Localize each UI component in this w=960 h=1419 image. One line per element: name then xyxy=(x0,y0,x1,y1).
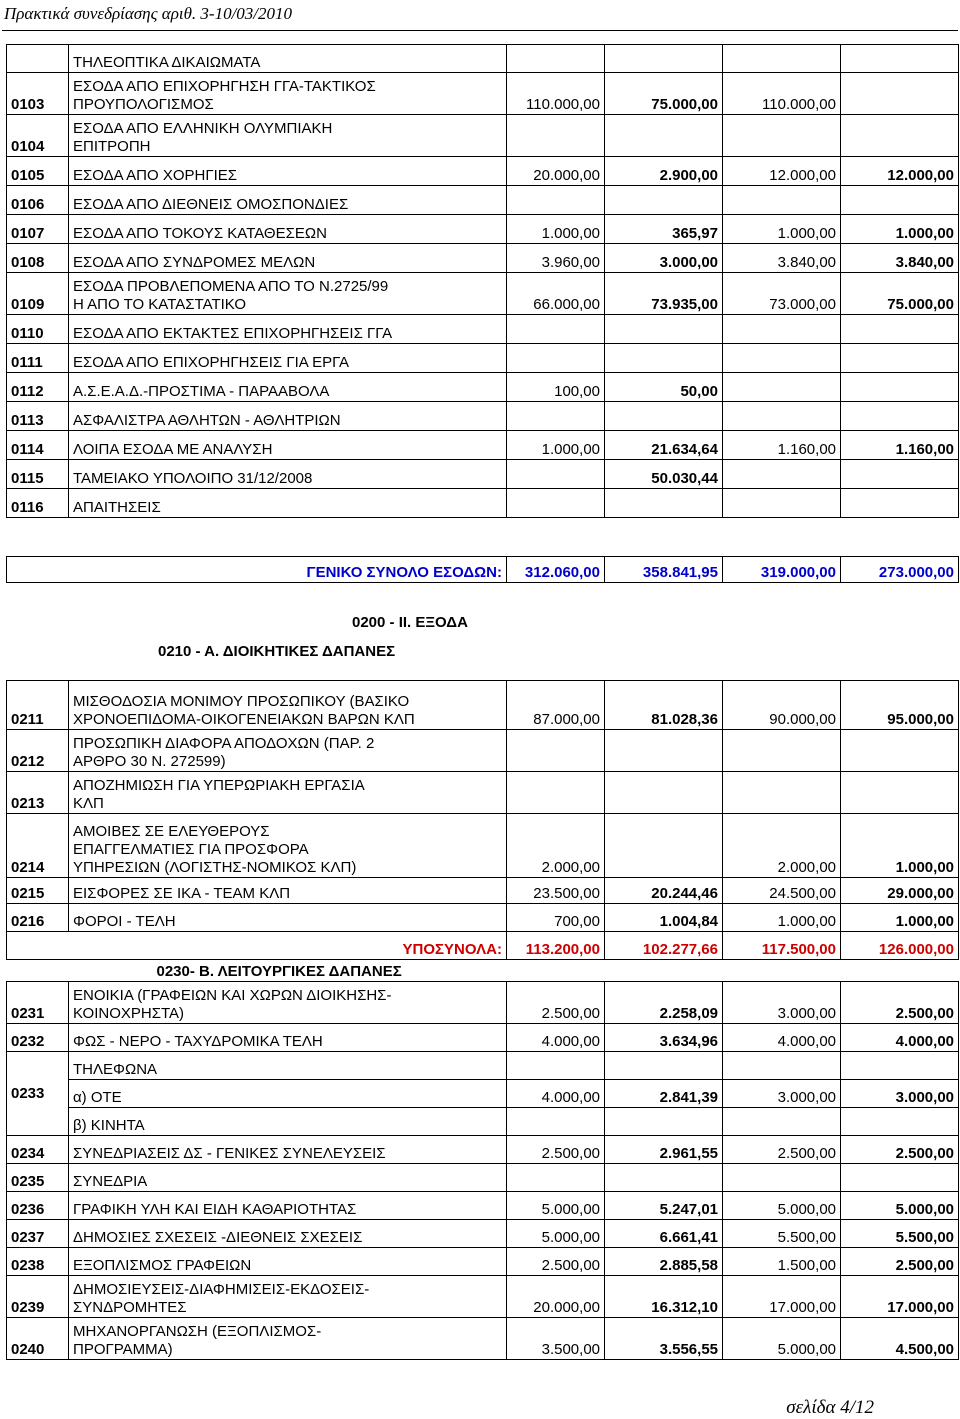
admin-v1: 23.500,00 xyxy=(507,878,605,904)
revenue-v1: 100,00 xyxy=(507,373,605,402)
section-operating-title: 0230- Β. ΛΕΙΤΟΥΡΓΙΚΕΣ ΔΑΠΑΝΕΣ xyxy=(156,963,402,980)
revenue-description-line: ΕΠΙΤΡΟΠΗ xyxy=(73,138,151,155)
operating-v2: 3.556,55 xyxy=(605,1318,723,1360)
operating-code: 0235 xyxy=(7,1164,69,1192)
revenue-v2 xyxy=(605,315,723,344)
admin-subtotal-v1: 113.200,00 xyxy=(507,932,605,960)
operating-code: 0236 xyxy=(7,1192,69,1220)
revenue-description-line: Α.Σ.Ε.Α.Δ.-ΠΡΟΣΤΙΜΑ - ΠΑΡΑΑΒΟΛΑ xyxy=(73,383,330,400)
operating-description-line: ΔΗΜΟΣΙΕΥΣΕΙΣ-ΔΙΑΦΗΜΙΣΕΙΣ-ΕΚΔΟΣΕΙΣ- xyxy=(73,1281,370,1298)
revenue-v1: 1.000,00 xyxy=(507,431,605,460)
revenue-code: 0113 xyxy=(7,402,69,431)
operating-v4: 5.500,00 xyxy=(841,1220,959,1248)
revenue-description-line: ΕΣΟΔΑ ΑΠΟ ΔΙΕΘΝΕΙΣ ΟΜΟΣΠΟΝΔΙΕΣ xyxy=(73,196,349,213)
revenue-row xyxy=(7,157,959,186)
revenue-v3: 1.000,00 xyxy=(723,215,841,244)
revenue-row xyxy=(7,45,959,73)
operating-v3: 1.500,00 xyxy=(723,1248,841,1276)
admin-description xyxy=(69,814,507,878)
admin-v1: 87.000,00 xyxy=(507,681,605,730)
revenue-v4: 75.000,00 xyxy=(841,273,959,315)
admin-code: 0214 xyxy=(7,814,69,878)
operating-row xyxy=(7,982,959,1024)
revenue-v3 xyxy=(723,115,841,157)
revenue-row xyxy=(7,373,959,402)
revenue-v4 xyxy=(841,373,959,402)
operating-v4: 5.000,00 xyxy=(841,1192,959,1220)
revenue-v1: 3.960,00 xyxy=(507,244,605,273)
operating-v3: 17.000,00 xyxy=(723,1276,841,1318)
operating-description-line: ΕΞΟΠΛΙΣΜΟΣ ΓΡΑΦΕΙΩΝ xyxy=(73,1257,252,1274)
operating-v1: 5.000,00 xyxy=(507,1220,605,1248)
admin-code: 0211 xyxy=(7,681,69,730)
revenue-total-v4: 273.000,00 xyxy=(841,557,959,583)
revenue-row xyxy=(7,186,959,215)
operating-description xyxy=(69,1318,507,1360)
operating-row xyxy=(7,1136,959,1164)
phone-mobile-empty xyxy=(507,1108,605,1136)
revenue-total-row xyxy=(7,557,959,583)
operating-v4: 2.500,00 xyxy=(841,1136,959,1164)
revenue-description xyxy=(69,186,507,215)
admin-code: 0216 xyxy=(7,904,69,932)
operating-code: 0231 xyxy=(7,982,69,1024)
admin-v2: 1.004,84 xyxy=(605,904,723,932)
operating-code: 0234 xyxy=(7,1136,69,1164)
revenue-v1 xyxy=(507,402,605,431)
operating-description-line: ΜΗΧΑΝΟΡΓΑΝΩΣΗ (ΕΞΟΠΛΙΣΜΟΣ- xyxy=(73,1323,322,1340)
phone-code: 0233 xyxy=(7,1052,69,1136)
admin-v4 xyxy=(841,730,959,772)
admin-subtotal-v4: 126.000,00 xyxy=(841,932,959,960)
revenue-description xyxy=(69,373,507,402)
revenue-row xyxy=(7,315,959,344)
admin-row xyxy=(7,878,959,904)
operating-v2: 2.258,09 xyxy=(605,982,723,1024)
admin-code: 0212 xyxy=(7,730,69,772)
revenue-v1 xyxy=(507,186,605,215)
revenue-v2: 2.900,00 xyxy=(605,157,723,186)
revenue-v1: 20.000,00 xyxy=(507,157,605,186)
revenue-v3: 1.160,00 xyxy=(723,431,841,460)
revenue-description-line: ΕΣΟΔΑ ΑΠΟ ΣΥΝΔΡΟΜΕΣ ΜΕΛΩΝ xyxy=(73,254,316,271)
admin-v3: 90.000,00 xyxy=(723,681,841,730)
revenue-v1: 110.000,00 xyxy=(507,73,605,115)
operating-row xyxy=(7,1276,959,1318)
section-admin-title: 0210 - Α. ΔΙΟΙΚΗΤΙΚΕΣ ΔΑΠΑΝΕΣ xyxy=(158,643,396,660)
revenue-table xyxy=(6,44,959,518)
revenue-total-v3: 319.000,00 xyxy=(723,557,841,583)
operating-v1 xyxy=(507,1164,605,1192)
admin-description-line: ΥΠΗΡΕΣΙΩΝ (ΛΟΓΙΣΤΗΣ-ΝΟΜΙΚΟΣ ΚΛΠ) xyxy=(73,859,357,876)
revenue-code: 0105 xyxy=(7,157,69,186)
revenue-row xyxy=(7,244,959,273)
revenue-row xyxy=(7,73,959,115)
admin-description-line: ΕΙΣΦΟΡΕΣ ΣΕ ΙΚΑ - ΤΕΑΜ ΚΛΠ xyxy=(73,885,291,902)
operating-row xyxy=(7,1024,959,1052)
revenue-description-line: Η ΑΠΟ ΤΟ ΚΑΤΑΣΤΑΤΙΚΟ xyxy=(73,296,247,313)
phone-empty xyxy=(841,1052,959,1080)
revenue-description xyxy=(69,489,507,518)
revenue-code: 0112 xyxy=(7,373,69,402)
revenue-v4: 1.160,00 xyxy=(841,431,959,460)
revenue-v3: 3.840,00 xyxy=(723,244,841,273)
operating-description-line: ΣΥΝΔΡΟΜΗΤΕΣ xyxy=(73,1299,187,1316)
phone-row xyxy=(7,1108,959,1136)
admin-subtotal-row xyxy=(7,932,959,960)
revenue-v3 xyxy=(723,402,841,431)
operating-v4: 2.500,00 xyxy=(841,1248,959,1276)
phone-ote-v1: 4.000,00 xyxy=(507,1080,605,1108)
revenue-v3 xyxy=(723,315,841,344)
revenue-v4 xyxy=(841,402,959,431)
revenue-description xyxy=(69,157,507,186)
revenue-row xyxy=(7,489,959,518)
revenue-description xyxy=(69,315,507,344)
revenue-row xyxy=(7,460,959,489)
revenue-row xyxy=(7,431,959,460)
revenue-description xyxy=(69,460,507,489)
admin-v2: 20.244,46 xyxy=(605,878,723,904)
revenue-total-label: ΓΕΝΙΚΟ ΣΥΝΟΛΟ ΕΣΟΔΩΝ: xyxy=(69,557,507,583)
revenue-description xyxy=(69,45,507,73)
phone-row xyxy=(7,1052,959,1080)
operating-v1: 20.000,00 xyxy=(507,1276,605,1318)
revenue-v3 xyxy=(723,45,841,73)
admin-v3: 24.500,00 xyxy=(723,878,841,904)
admin-row xyxy=(7,772,959,814)
admin-v3: 2.000,00 xyxy=(723,814,841,878)
operating-description xyxy=(69,1024,507,1052)
operating-code: 0240 xyxy=(7,1318,69,1360)
expenses-table xyxy=(6,680,959,1360)
admin-row xyxy=(7,904,959,932)
revenue-v1 xyxy=(507,45,605,73)
operating-description-line: ΕΝΟΙΚΙΑ (ΓΡΑΦΕΙΩΝ ΚΑΙ ΧΩΡΩΝ ΔΙΟΙΚΗΣΗΣ- xyxy=(73,987,392,1004)
revenue-v4: 12.000,00 xyxy=(841,157,959,186)
operating-v2 xyxy=(605,1164,723,1192)
operating-v3: 2.500,00 xyxy=(723,1136,841,1164)
admin-row xyxy=(7,730,959,772)
operating-v3: 5.000,00 xyxy=(723,1192,841,1220)
operating-v2: 3.634,96 xyxy=(605,1024,723,1052)
operating-row xyxy=(7,1220,959,1248)
revenue-description xyxy=(69,344,507,373)
operating-description xyxy=(69,1164,507,1192)
operating-v3: 3.000,00 xyxy=(723,982,841,1024)
admin-description-line: ΑΡΘΡΟ 30 Ν. 272599) xyxy=(73,753,226,770)
admin-v3 xyxy=(723,730,841,772)
operating-section-row xyxy=(7,960,959,982)
admin-v4: 95.000,00 xyxy=(841,681,959,730)
revenue-description-line: ΠΡΟΥΠΟΛΟΓΙΣΜΟΣ xyxy=(73,96,214,113)
operating-v4: 4.500,00 xyxy=(841,1318,959,1360)
operating-v2: 2.885,58 xyxy=(605,1248,723,1276)
revenue-code: 0106 xyxy=(7,186,69,215)
operating-v1: 4.000,00 xyxy=(507,1024,605,1052)
revenue-v4 xyxy=(841,489,959,518)
phone-mobile-description: β) ΚΙΝΗΤΑ xyxy=(69,1108,507,1136)
revenue-description-line: ΕΣΟΔΑ ΑΠΟ ΕΛΛΗΝΙΚΗ ΟΛΥΜΠΙΑΚΗ xyxy=(73,120,333,137)
admin-description xyxy=(69,904,507,932)
revenue-row xyxy=(7,115,959,157)
revenue-description-line: ΕΣΟΔΑ ΑΠΟ ΕΠΙΧΟΡΗΓΗΣΕΙΣ ΓΙΑ ΕΡΓΑ xyxy=(73,354,350,371)
admin-row xyxy=(7,814,959,878)
operating-description-line: ΠΡΟΓΡΑΜΜΑ) xyxy=(73,1341,173,1358)
revenue-v1 xyxy=(507,460,605,489)
page-number: σελίδα 4/12 xyxy=(786,1397,874,1418)
admin-v3: 1.000,00 xyxy=(723,904,841,932)
admin-code: 0213 xyxy=(7,772,69,814)
operating-code: 0237 xyxy=(7,1220,69,1248)
revenue-description-line: ΤΑΜΕΙΑΚΟ ΥΠΟΛΟΙΠΟ 31/12/2008 xyxy=(73,470,313,487)
admin-subtotal-label: ΥΠΟΣΥΝΟΛΑ: xyxy=(69,932,507,960)
operating-description-line: ΓΡΑΦΙΚΗ ΥΛΗ ΚΑΙ ΕΙΔΗ ΚΑΘΑΡΙΟΤΗΤΑΣ xyxy=(73,1201,357,1218)
revenue-v3 xyxy=(723,373,841,402)
revenue-v2 xyxy=(605,402,723,431)
admin-v2 xyxy=(605,730,723,772)
operating-v4: 4.000,00 xyxy=(841,1024,959,1052)
admin-description-line: ΕΠΑΓΓΕΛΜΑΤΙΕΣ ΓΙΑ ΠΡΟΣΦΟΡΑ xyxy=(73,841,309,858)
revenue-row xyxy=(7,344,959,373)
revenue-v4: 3.840,00 xyxy=(841,244,959,273)
admin-v4: 1.000,00 xyxy=(841,814,959,878)
revenue-description-line: ΕΣΟΔΑ ΑΠΟ ΧΟΡΗΓΙΕΣ xyxy=(73,167,238,184)
page-header-title: Πρακτικά συνεδρίασης αριθ. 3-10/03/2010 xyxy=(4,4,293,23)
admin-description xyxy=(69,730,507,772)
phone-mobile-empty xyxy=(605,1108,723,1136)
revenue-v4 xyxy=(841,315,959,344)
admin-description-line: ΧΡΟΝΟΕΠΙΔΟΜΑ-ΟΙΚΟΓΕΝΕΙΑΚΩΝ ΒΑΡΩΝ ΚΛΠ xyxy=(73,711,415,728)
phone-mobile-empty xyxy=(723,1108,841,1136)
admin-v2: 81.028,36 xyxy=(605,681,723,730)
revenue-description xyxy=(69,73,507,115)
admin-code: 0215 xyxy=(7,878,69,904)
revenue-description-line: ΕΣΟΔΑ ΑΠΟ ΕΚΤΑΚΤΕΣ ΕΠΙΧΟΡΗΓΗΣΕΙΣ ΓΓΑ xyxy=(73,325,393,342)
operating-v3: 5.000,00 xyxy=(723,1318,841,1360)
operating-description xyxy=(69,1192,507,1220)
revenue-code: 0116 xyxy=(7,489,69,518)
admin-v3 xyxy=(723,772,841,814)
revenue-v4 xyxy=(841,460,959,489)
revenue-code: 0114 xyxy=(7,431,69,460)
revenue-description-line: ΑΣΦΑΛΙΣΤΡΑ ΑΘΛΗΤΩΝ - ΑΘΛΗΤΡΙΩΝ xyxy=(73,412,341,429)
operating-v1: 2.500,00 xyxy=(507,1248,605,1276)
section-expenses-title: 0200 - ΙΙ. ΕΞΟΔΑ xyxy=(352,614,468,631)
operating-description-line: ΚΟΙΝΟΧΡΗΣΤΑ) xyxy=(73,1005,185,1022)
revenue-code: 0108 xyxy=(7,244,69,273)
phone-mobile-empty xyxy=(841,1108,959,1136)
admin-row xyxy=(7,681,959,730)
phone-ote-v3: 3.000,00 xyxy=(723,1080,841,1108)
revenue-v3 xyxy=(723,489,841,518)
revenue-code: 0115 xyxy=(7,460,69,489)
operating-v2: 2.961,55 xyxy=(605,1136,723,1164)
admin-v1: 2.000,00 xyxy=(507,814,605,878)
revenue-v2 xyxy=(605,45,723,73)
revenue-v3: 110.000,00 xyxy=(723,73,841,115)
revenue-v1 xyxy=(507,344,605,373)
admin-description-line: ΜΙΣΘΟΔΟΣΙΑ ΜΟΝΙΜΟΥ ΠΡΟΣΩΠΙΚΟΥ (ΒΑΣΙΚΟ xyxy=(73,693,410,710)
phone-empty xyxy=(605,1052,723,1080)
admin-v4: 1.000,00 xyxy=(841,904,959,932)
revenue-v2: 75.000,00 xyxy=(605,73,723,115)
revenue-code: 0107 xyxy=(7,215,69,244)
revenue-description-line: ΤΗΛΕΟΠΤΙΚΑ ΔΙΚΑΙΩΜΑΤΑ xyxy=(73,54,261,71)
operating-description xyxy=(69,1248,507,1276)
operating-description xyxy=(69,1220,507,1248)
revenue-code: 0110 xyxy=(7,315,69,344)
operating-row xyxy=(7,1248,959,1276)
revenue-v3: 12.000,00 xyxy=(723,157,841,186)
revenue-description xyxy=(69,402,507,431)
admin-description xyxy=(69,772,507,814)
admin-description-line: ΑΠΟΖΗΜΙΩΣΗ ΓΙΑ ΥΠΕΡΩΡΙΑΚΗ ΕΡΓΑΣΙΑ xyxy=(73,777,365,794)
revenue-v4 xyxy=(841,344,959,373)
revenue-v2 xyxy=(605,489,723,518)
operating-code: 0238 xyxy=(7,1248,69,1276)
revenue-v1 xyxy=(507,115,605,157)
operating-v1: 2.500,00 xyxy=(507,1136,605,1164)
admin-v2 xyxy=(605,772,723,814)
revenue-v1: 1.000,00 xyxy=(507,215,605,244)
revenue-v2: 50,00 xyxy=(605,373,723,402)
revenue-row xyxy=(7,215,959,244)
operating-v3: 4.000,00 xyxy=(723,1024,841,1052)
revenue-v1 xyxy=(507,315,605,344)
admin-subtotal-empty xyxy=(7,932,69,960)
operating-v1: 2.500,00 xyxy=(507,982,605,1024)
operating-v2: 6.661,41 xyxy=(605,1220,723,1248)
admin-v1 xyxy=(507,730,605,772)
revenue-description xyxy=(69,244,507,273)
operating-description-line: ΦΩΣ - ΝΕΡΟ - ΤΑΧΥΔΡΟΜΙΚΑ ΤΕΛΗ xyxy=(73,1033,323,1050)
revenue-code: 0111 xyxy=(7,344,69,373)
revenue-code: 0103 xyxy=(7,73,69,115)
operating-description xyxy=(69,1136,507,1164)
phone-row xyxy=(7,1080,959,1108)
admin-v1: 700,00 xyxy=(507,904,605,932)
operating-description-line: ΣΥΝΕΔΡΙΑ xyxy=(73,1173,148,1190)
revenue-description xyxy=(69,215,507,244)
revenue-row xyxy=(7,402,959,431)
revenue-v1 xyxy=(507,489,605,518)
operating-v4: 17.000,00 xyxy=(841,1276,959,1318)
revenue-v2 xyxy=(605,186,723,215)
operating-code: 0239 xyxy=(7,1276,69,1318)
operating-v2: 16.312,10 xyxy=(605,1276,723,1318)
admin-description-line: ΦΟΡΟΙ - ΤΕΛΗ xyxy=(73,913,176,930)
revenue-v4 xyxy=(841,186,959,215)
revenue-row xyxy=(7,273,959,315)
admin-description xyxy=(69,681,507,730)
revenue-v4: 1.000,00 xyxy=(841,215,959,244)
admin-v4: 29.000,00 xyxy=(841,878,959,904)
admin-v1 xyxy=(507,772,605,814)
revenue-v3 xyxy=(723,460,841,489)
revenue-v2: 50.030,44 xyxy=(605,460,723,489)
revenue-code: 0109 xyxy=(7,273,69,315)
admin-description-line: ΠΡΟΣΩΠΙΚΗ ΔΙΑΦΟΡΑ ΑΠΟΔΟΧΩΝ (ΠΑΡ. 2 xyxy=(73,735,375,752)
header-rule xyxy=(2,30,958,31)
operating-v2: 5.247,01 xyxy=(605,1192,723,1220)
revenue-description-line: ΑΠΑΙΤΗΣΕΙΣ xyxy=(73,499,161,516)
revenue-total-v2: 358.841,95 xyxy=(605,557,723,583)
operating-row xyxy=(7,1192,959,1220)
operating-v1: 3.500,00 xyxy=(507,1318,605,1360)
operating-v4: 2.500,00 xyxy=(841,982,959,1024)
operating-row xyxy=(7,1164,959,1192)
revenue-v2: 365,97 xyxy=(605,215,723,244)
revenue-v4 xyxy=(841,115,959,157)
phone-ote-v4: 3.000,00 xyxy=(841,1080,959,1108)
operating-description xyxy=(69,982,507,1024)
revenue-v3 xyxy=(723,344,841,373)
revenue-v3: 73.000,00 xyxy=(723,273,841,315)
revenue-description xyxy=(69,431,507,460)
revenue-code: 0104 xyxy=(7,115,69,157)
phone-ote-description: α) ΟΤΕ xyxy=(69,1080,507,1108)
operating-description-line: ΔΗΜΟΣΙΕΣ ΣΧΕΣΕΙΣ -ΔΙΕΘΝΕΙΣ ΣΧΕΣΕΙΣ xyxy=(73,1229,363,1246)
revenue-total-v1: 312.060,00 xyxy=(507,557,605,583)
admin-subtotal-v2: 102.277,66 xyxy=(605,932,723,960)
operating-v3: 5.500,00 xyxy=(723,1220,841,1248)
operating-v4 xyxy=(841,1164,959,1192)
admin-description-line: ΑΜΟΙΒΕΣ ΣΕ ΕΛΕΥΘΕΡΟΥΣ xyxy=(73,823,270,840)
revenue-v2: 21.634,64 xyxy=(605,431,723,460)
operating-code: 0232 xyxy=(7,1024,69,1052)
revenue-description-line: ΛΟΙΠΑ ΕΣΟΔΑ ΜΕ ΑΝΑΛΥΣΗ xyxy=(73,441,273,458)
revenue-v4 xyxy=(841,45,959,73)
revenue-v3 xyxy=(723,186,841,215)
revenue-total-table xyxy=(6,556,959,583)
phone-empty xyxy=(507,1052,605,1080)
operating-v3 xyxy=(723,1164,841,1192)
phone-empty xyxy=(723,1052,841,1080)
admin-description-line: ΚΛΠ xyxy=(73,795,104,812)
admin-subtotal-v3: 117.500,00 xyxy=(723,932,841,960)
operating-row xyxy=(7,1318,959,1360)
revenue-v1: 66.000,00 xyxy=(507,273,605,315)
operating-v1: 5.000,00 xyxy=(507,1192,605,1220)
revenue-v2 xyxy=(605,344,723,373)
phone-ote-v2: 2.841,39 xyxy=(605,1080,723,1108)
revenue-description-line: ΕΣΟΔΑ ΠΡΟΒΛΕΠΟΜΕΝΑ ΑΠΟ ΤΟ Ν.2725/99 xyxy=(73,278,389,295)
revenue-v4 xyxy=(841,73,959,115)
revenue-description-line: ΕΣΟΔΑ ΑΠΟ ΤΟΚΟΥΣ ΚΑΤΑΘΕΣΕΩΝ xyxy=(73,225,327,242)
revenue-description-line: ΕΣΟΔΑ ΑΠΟ ΕΠΙΧΟΡΗΓΗΣΗ ΓΓΑ-ΤΑΚΤΙΚΟΣ xyxy=(73,78,376,95)
revenue-v2: 73.935,00 xyxy=(605,273,723,315)
operating-description-line: ΣΥΝΕΔΡΙΑΣΕΙΣ ΔΣ - ΓΕΝΙΚΕΣ ΣΥΝΕΛΕΥΣΕΙΣ xyxy=(73,1145,386,1162)
admin-description xyxy=(69,878,507,904)
revenue-v2: 3.000,00 xyxy=(605,244,723,273)
admin-v2 xyxy=(605,814,723,878)
admin-v4 xyxy=(841,772,959,814)
revenue-code xyxy=(7,45,69,73)
phone-title: ΤΗΛΕΦΩΝΑ xyxy=(69,1052,507,1080)
revenue-description xyxy=(69,115,507,157)
revenue-v2 xyxy=(605,115,723,157)
operating-description xyxy=(69,1276,507,1318)
revenue-description xyxy=(69,273,507,315)
